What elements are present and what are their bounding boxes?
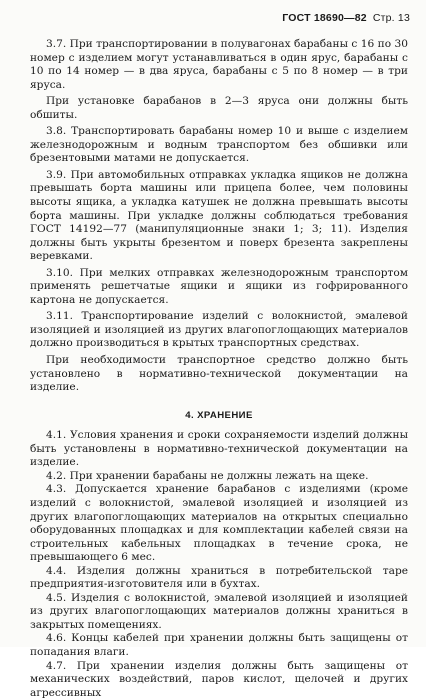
paragraph-3-8: 3.8. Транспортировать барабаны номер 10 и выше с изделием железнодорожным и водным транспортом без обшивки или брезентовыми матами не допускается. — [30, 125, 408, 165]
paragraph-3-11-note: При необходимости транспортное средство должно быть установлено в нормативно-технической документации на изделие. — [30, 354, 408, 394]
page-number: Стр. 13 — [372, 12, 410, 24]
paragraph-3-9: 3.9. При автомобильных отправках укладка ящиков не должна превышать борта машины или прицепа более, чем половины высоты ящика, а укладка катушек не должна превышать высоты борта машины. При укладке должны соблюдаться требования ГОСТ 14192—77 (манипуляционные знаки 1; 3; 11). Изделия должны быть укрыты брезентом и поверх брезента закреплены веревками. — [30, 168, 408, 263]
page-header — [282, 12, 410, 24]
paragraph-3-11: 3.11. Транспортирование изделий с волокнистой, эмалевой изоляцией и изоляцией из других влагопоглощающих материалов должно производиться в крытых транспортных средствах. — [30, 310, 408, 350]
paragraph-4-3: 4.3. Допускается хранение барабанов с изделиями (кроме изделий с волокнистой, эмалевой изоляцией и изоляцией из других влагопоглощающих материалов на открытых специально оборудованных площадках и для комплектации кабелей связи на строительных кабельных площадках в течение срока, не превышающего 6 мес. — [30, 483, 408, 564]
paragraph-3-7: 3.7. При транспортировании в полувагонах барабаны с 16 по 30 номер с изделием могут устанавливаться в один ярус, барабаны с 10 по 14 номер — в два яруса, барабаны с 5 по 8 номер — в три яруса. — [30, 38, 408, 91]
paragraph-4-7: 4.7. При хранении изделия должны быть защищены от механических воздействий, паров кислот, щелочей и других агрессивных — [30, 659, 408, 699]
paragraph-3-10: 3.10. При мелких отправках железнодорожным транспортом применять решетчатые ящики и ящики из гофрированного картона не допускается. — [30, 266, 408, 306]
paragraph-4-4: 4.4. Изделия должны храниться в потребительской таре предприятия-изготовителя или в бухтах. — [30, 564, 408, 591]
paragraph-4-5: 4.5. Изделия с волокнистой, эмалевой изоляцией и изоляцией из других влагопоглощающих материалов должны храниться в закрытых помещениях. — [30, 591, 408, 631]
document-body — [30, 38, 408, 700]
section-title-storage: 4. ХРАНЕНИЕ — [185, 409, 253, 421]
paragraph-4-1: 4.1. Условия хранения и сроки сохраняемости изделий должны быть установлены в нормативно-технической документации на изделие. — [30, 429, 408, 469]
paragraph-4-6: 4.6. Концы кабелей при хранении должны быть защищены от попадания влаги. — [30, 632, 408, 658]
paragraph-4-2: 4.2. При хранении барабаны не должны лежать на щеке. — [46, 469, 369, 482]
paragraph-3-7-note: При установке барабанов в 2—3 яруса они должны быть обшиты. — [30, 95, 408, 121]
standard-number: ГОСТ 18690—82 — [282, 12, 367, 24]
